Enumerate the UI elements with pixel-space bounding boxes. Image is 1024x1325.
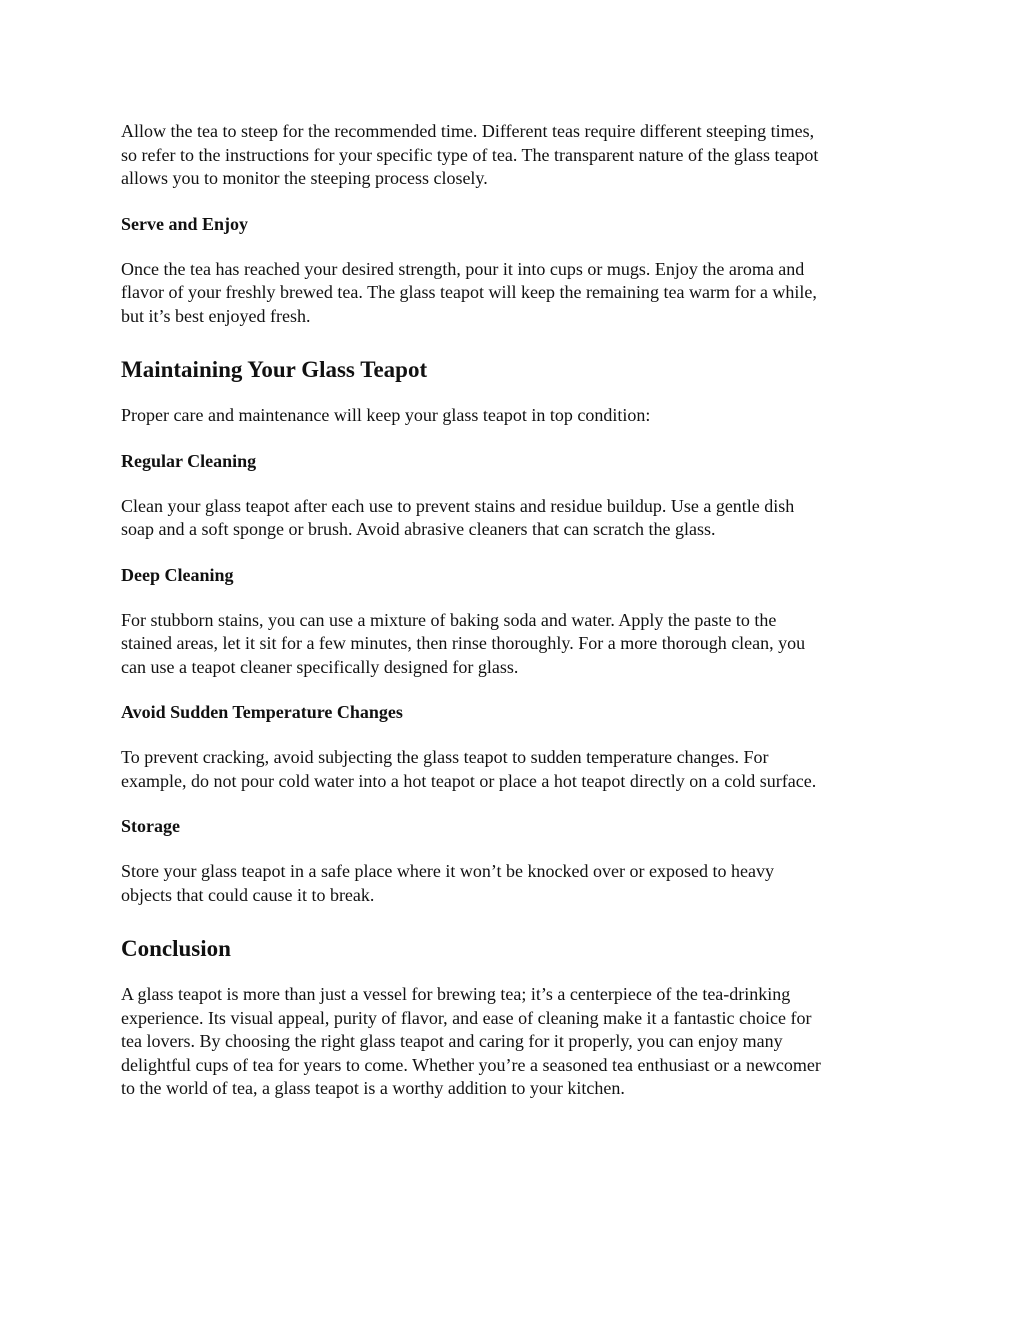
maintaining-intro-paragraph: Proper care and maintenance will keep your glass teapot in top condition:	[121, 405, 651, 425]
temperature-changes-paragraph: To prevent cracking, avoid subjecting the glass teapot to sudden temperature changes. For example, do not pour cold water into a hot teapot or place a hot teapot directly on a cold surface.	[121, 747, 817, 791]
conclusion-heading: Conclusion	[121, 936, 231, 961]
deep-cleaning-paragraph: For stubborn stains, you can use a mixture of baking soda and water. Apply the paste to the stained areas, let it sit for a few minutes, then rinse thoroughly. For a more thorough clean, you can use a teapot cleaner specifically designed for glass.	[121, 609, 806, 677]
conclusion-paragraph: A glass teapot is more than just a vessel for brewing tea; it’s a centerpiece of the tea-drinking experience. Its visual appeal, purity of flavor, and ease of cleaning make it a fantastic choice for tea lovers. By choosing the right glass teapot and caring for it properly, you can enjoy many delightful cups of tea for years to come. Whether you’re a seasoned tea enthusiast or a newcomer to the world of tea, a glass teapot is a worthy addition to your kitchen.	[121, 984, 821, 1098]
document-page	[121, 120, 911, 1123]
steeping-paragraph: Allow the tea to steep for the recommended time. Different teas require different steeping times, so refer to the instructions for your specific type of tea. The transparent nature of the glass teapot allows you to monitor the steeping process closely.	[121, 121, 819, 188]
storage-heading: Storage	[121, 816, 180, 836]
deep-cleaning-heading: Deep Cleaning	[121, 564, 234, 585]
regular-cleaning-paragraph: Clean your glass teapot after each use to prevent stains and residue buildup. Use a gentle dish soap and a soft sponge or brush. Avoid abrasive cleaners that can scratch the glass.	[121, 495, 795, 539]
temperature-changes-heading: Avoid Sudden Temperature Changes	[121, 702, 403, 722]
regular-cleaning-heading: Regular Cleaning	[121, 450, 257, 471]
storage-paragraph: Store your glass teapot in a safe place where it won’t be knocked over or exposed to heavy objects that could cause it to break.	[121, 861, 774, 905]
maintaining-section-heading: Maintaining Your Glass Teapot	[121, 357, 428, 382]
serve-and-enjoy-heading: Serve and Enjoy	[121, 213, 249, 234]
serve-and-enjoy-paragraph: Once the tea has reached your desired strength, pour it into cups or mugs. Enjoy the aroma and flavor of your freshly brewed tea. The glass teapot will keep the remaining tea warm for a while, but it’s best enjoyed fresh.	[121, 258, 817, 326]
